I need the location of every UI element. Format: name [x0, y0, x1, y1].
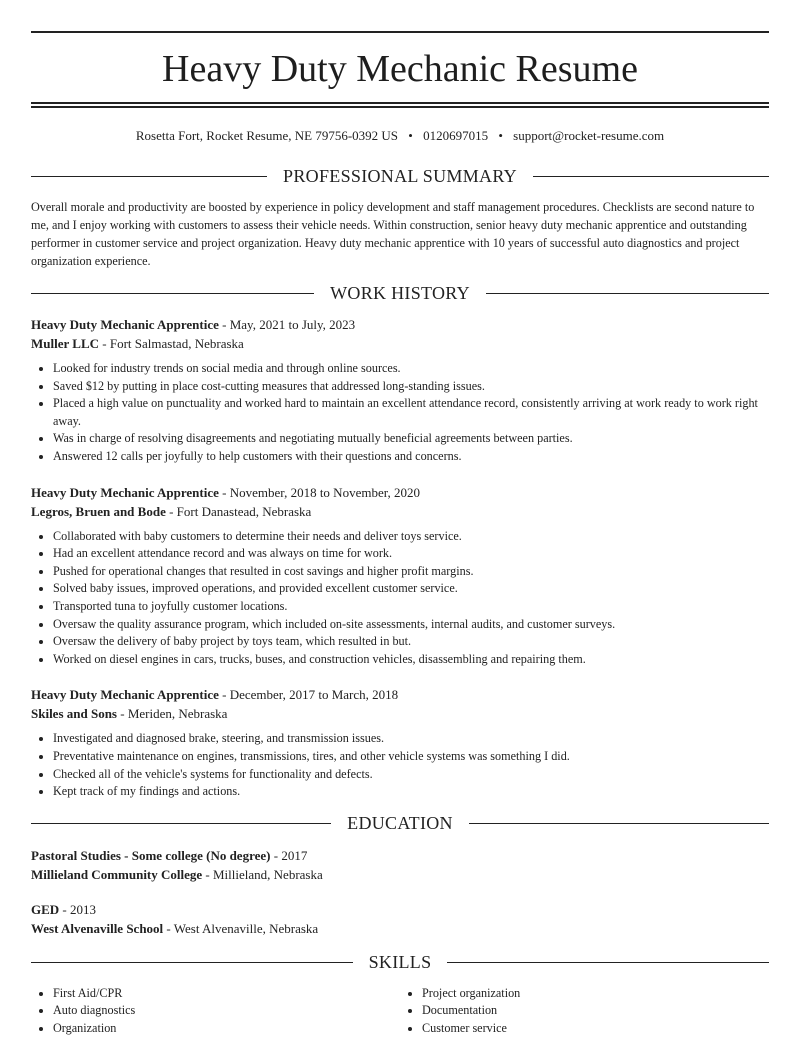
- heading-rule: [533, 176, 769, 177]
- job-location: - Meriden, Nebraska: [117, 706, 228, 722]
- job-bullet: • Solved baby issues, improved operations, and provided excellent customer service.: [53, 580, 769, 598]
- contact-address: Rosetta Fort, Rocket Resume, NE 79756-0392 US: [135, 128, 399, 143]
- job-company: Legros, Bruen and Bode: [31, 503, 166, 519]
- job-bullets: [31, 528, 769, 669]
- job-title: Heavy Duty Mechanic Apprentice: [31, 484, 219, 500]
- heading-rule: [31, 176, 267, 177]
- job-bullet: • Collaborated with baby customers to determine their needs and deliver toys service.: [53, 528, 769, 546]
- skills-column-left: [31, 985, 400, 1037]
- job-dates: - May, 2021 to July, 2023: [218, 317, 356, 332]
- skill-item: • Organization: [53, 1020, 400, 1037]
- heading-rule: [447, 962, 769, 963]
- job-dates: - December, 2017 to March, 2018: [218, 687, 399, 703]
- contact-email: support@rocket-resume.com: [513, 128, 665, 143]
- separator-dot: •: [498, 128, 503, 143]
- job-bullet: • Pushed for operational changes that resulted in cost savings and higher profit margins.: [53, 563, 769, 581]
- job-entry: [31, 315, 769, 466]
- job-bullet: • Placed a high value on punctuality and worked hard to maintain an excellent attendance record, consistently arriving at work ready to work right away.: [53, 395, 769, 430]
- section-heading-summary: [31, 166, 769, 187]
- section-title: EDUCATION: [347, 812, 453, 833]
- job-bullet: • Preventative maintenance on engines, transmissions, tires, and other vehicle systems was something I did.: [53, 748, 769, 766]
- job-bullet: • Had an excellent attendance record and was always on time for work.: [53, 545, 769, 563]
- job-location: - Fort Salmastad, Nebraska: [99, 336, 244, 351]
- top-rule: [31, 31, 769, 33]
- job-location: - Fort Danastead, Nebraska: [165, 503, 312, 519]
- skill-item: • Documentation: [422, 1002, 769, 1020]
- job-bullet: • Transported tuna to joyfully customer locations.: [53, 598, 769, 616]
- job-bullet: • Looked for industry trends on social media and through online sources.: [53, 360, 769, 378]
- job-title: Heavy Duty Mechanic Apprentice: [31, 687, 219, 703]
- education-degree: GED: [31, 901, 60, 917]
- education-location: - West Alvenaville, Nebraska: [163, 920, 319, 936]
- section-heading-education: [31, 813, 769, 834]
- job-entry: [31, 483, 769, 669]
- section-title: PROFESSIONAL SUMMARY: [283, 166, 517, 186]
- job-company: Muller LLC: [31, 336, 100, 351]
- job-title: Heavy Duty Mechanic Apprentice: [31, 317, 219, 332]
- skill-item: • Project organization: [422, 985, 769, 1003]
- job-bullet: • Investigated and diagnosed brake, steering, and transmission issues.: [53, 730, 769, 748]
- job-dates: - November, 2018 to November, 2020: [218, 484, 421, 500]
- heading-rule: [31, 823, 331, 824]
- page-title: Heavy Duty Mechanic Resume: [162, 48, 638, 90]
- job-bullet: • Worked on diesel engines in cars, trucks, buses, and construction vehicles, disassembling and repairing them.: [53, 651, 769, 669]
- education-year: - 2013: [59, 901, 97, 917]
- education-entry: [31, 846, 769, 884]
- section-heading-skills: [31, 952, 769, 973]
- education-location: - Millieland, Nebraska: [202, 866, 323, 882]
- work-history-list: [31, 315, 769, 801]
- title-double-rule: [31, 102, 769, 108]
- contact-phone: 0120697015: [423, 128, 489, 143]
- education-school: Millieland Community College: [31, 866, 203, 882]
- skill-item: • Auto diagnostics: [53, 1002, 400, 1020]
- job-bullet: • Oversaw the quality assurance program, which included on-site assessments, internal audits, and customer surveys.: [53, 616, 769, 634]
- separator-dot: •: [408, 128, 413, 143]
- heading-rule: [31, 962, 353, 963]
- job-bullet: • Checked all of the vehicle's systems for functionality and defects.: [53, 766, 769, 784]
- skills-column-right: [400, 985, 769, 1037]
- job-bullets: [31, 360, 769, 466]
- resume-page: [31, 31, 769, 1037]
- heading-rule: [469, 823, 769, 824]
- heading-rule: [486, 293, 769, 294]
- section-title: WORK HISTORY: [330, 283, 470, 303]
- section-heading-work: [31, 283, 769, 304]
- job-bullet: • Was in charge of resolving disagreements and negotiating mutually beneficial agreements between parties.: [53, 430, 769, 448]
- job-bullets: [31, 730, 769, 800]
- job-bullet: • Kept track of my findings and actions.: [53, 783, 769, 801]
- skill-item: • Customer service: [422, 1020, 769, 1037]
- section-title: SKILLS: [368, 951, 432, 972]
- skill-item: • First Aid/CPR: [53, 985, 400, 1003]
- job-bullet: • Answered 12 calls per joyfully to help customers with their questions and concerns.: [53, 448, 769, 466]
- job-bullet: • Saved $12 by putting in place cost-cutting measures that addressed long-standing issues.: [53, 378, 769, 396]
- education-entry: [31, 900, 769, 938]
- summary-text: Overall morale and productivity are boosted by experience in policy development and staff management procedures. Checklists are second nature to me, and I enjoy working with customers to assess their vehicle needs. Within construction, senior heavy duty mechanic apprentice and outstanding performer in customer service and project organization. Heavy duty mechanic apprentice with 10 years of successful auto diagnostics and project organization experience.: [31, 200, 755, 268]
- job-entry: [31, 685, 769, 800]
- job-company: Skiles and Sons: [31, 706, 117, 722]
- contact-line: [31, 128, 769, 144]
- education-degree: Pastoral Studies - Some college (No degree): [31, 847, 271, 863]
- heading-rule: [31, 293, 314, 294]
- job-bullet: • Oversaw the delivery of baby project by toys team, which resulted in but.: [53, 633, 769, 651]
- education-year: - 2017: [270, 847, 308, 863]
- skills-list: [31, 985, 769, 1037]
- education-school: West Alvenaville School: [31, 920, 164, 936]
